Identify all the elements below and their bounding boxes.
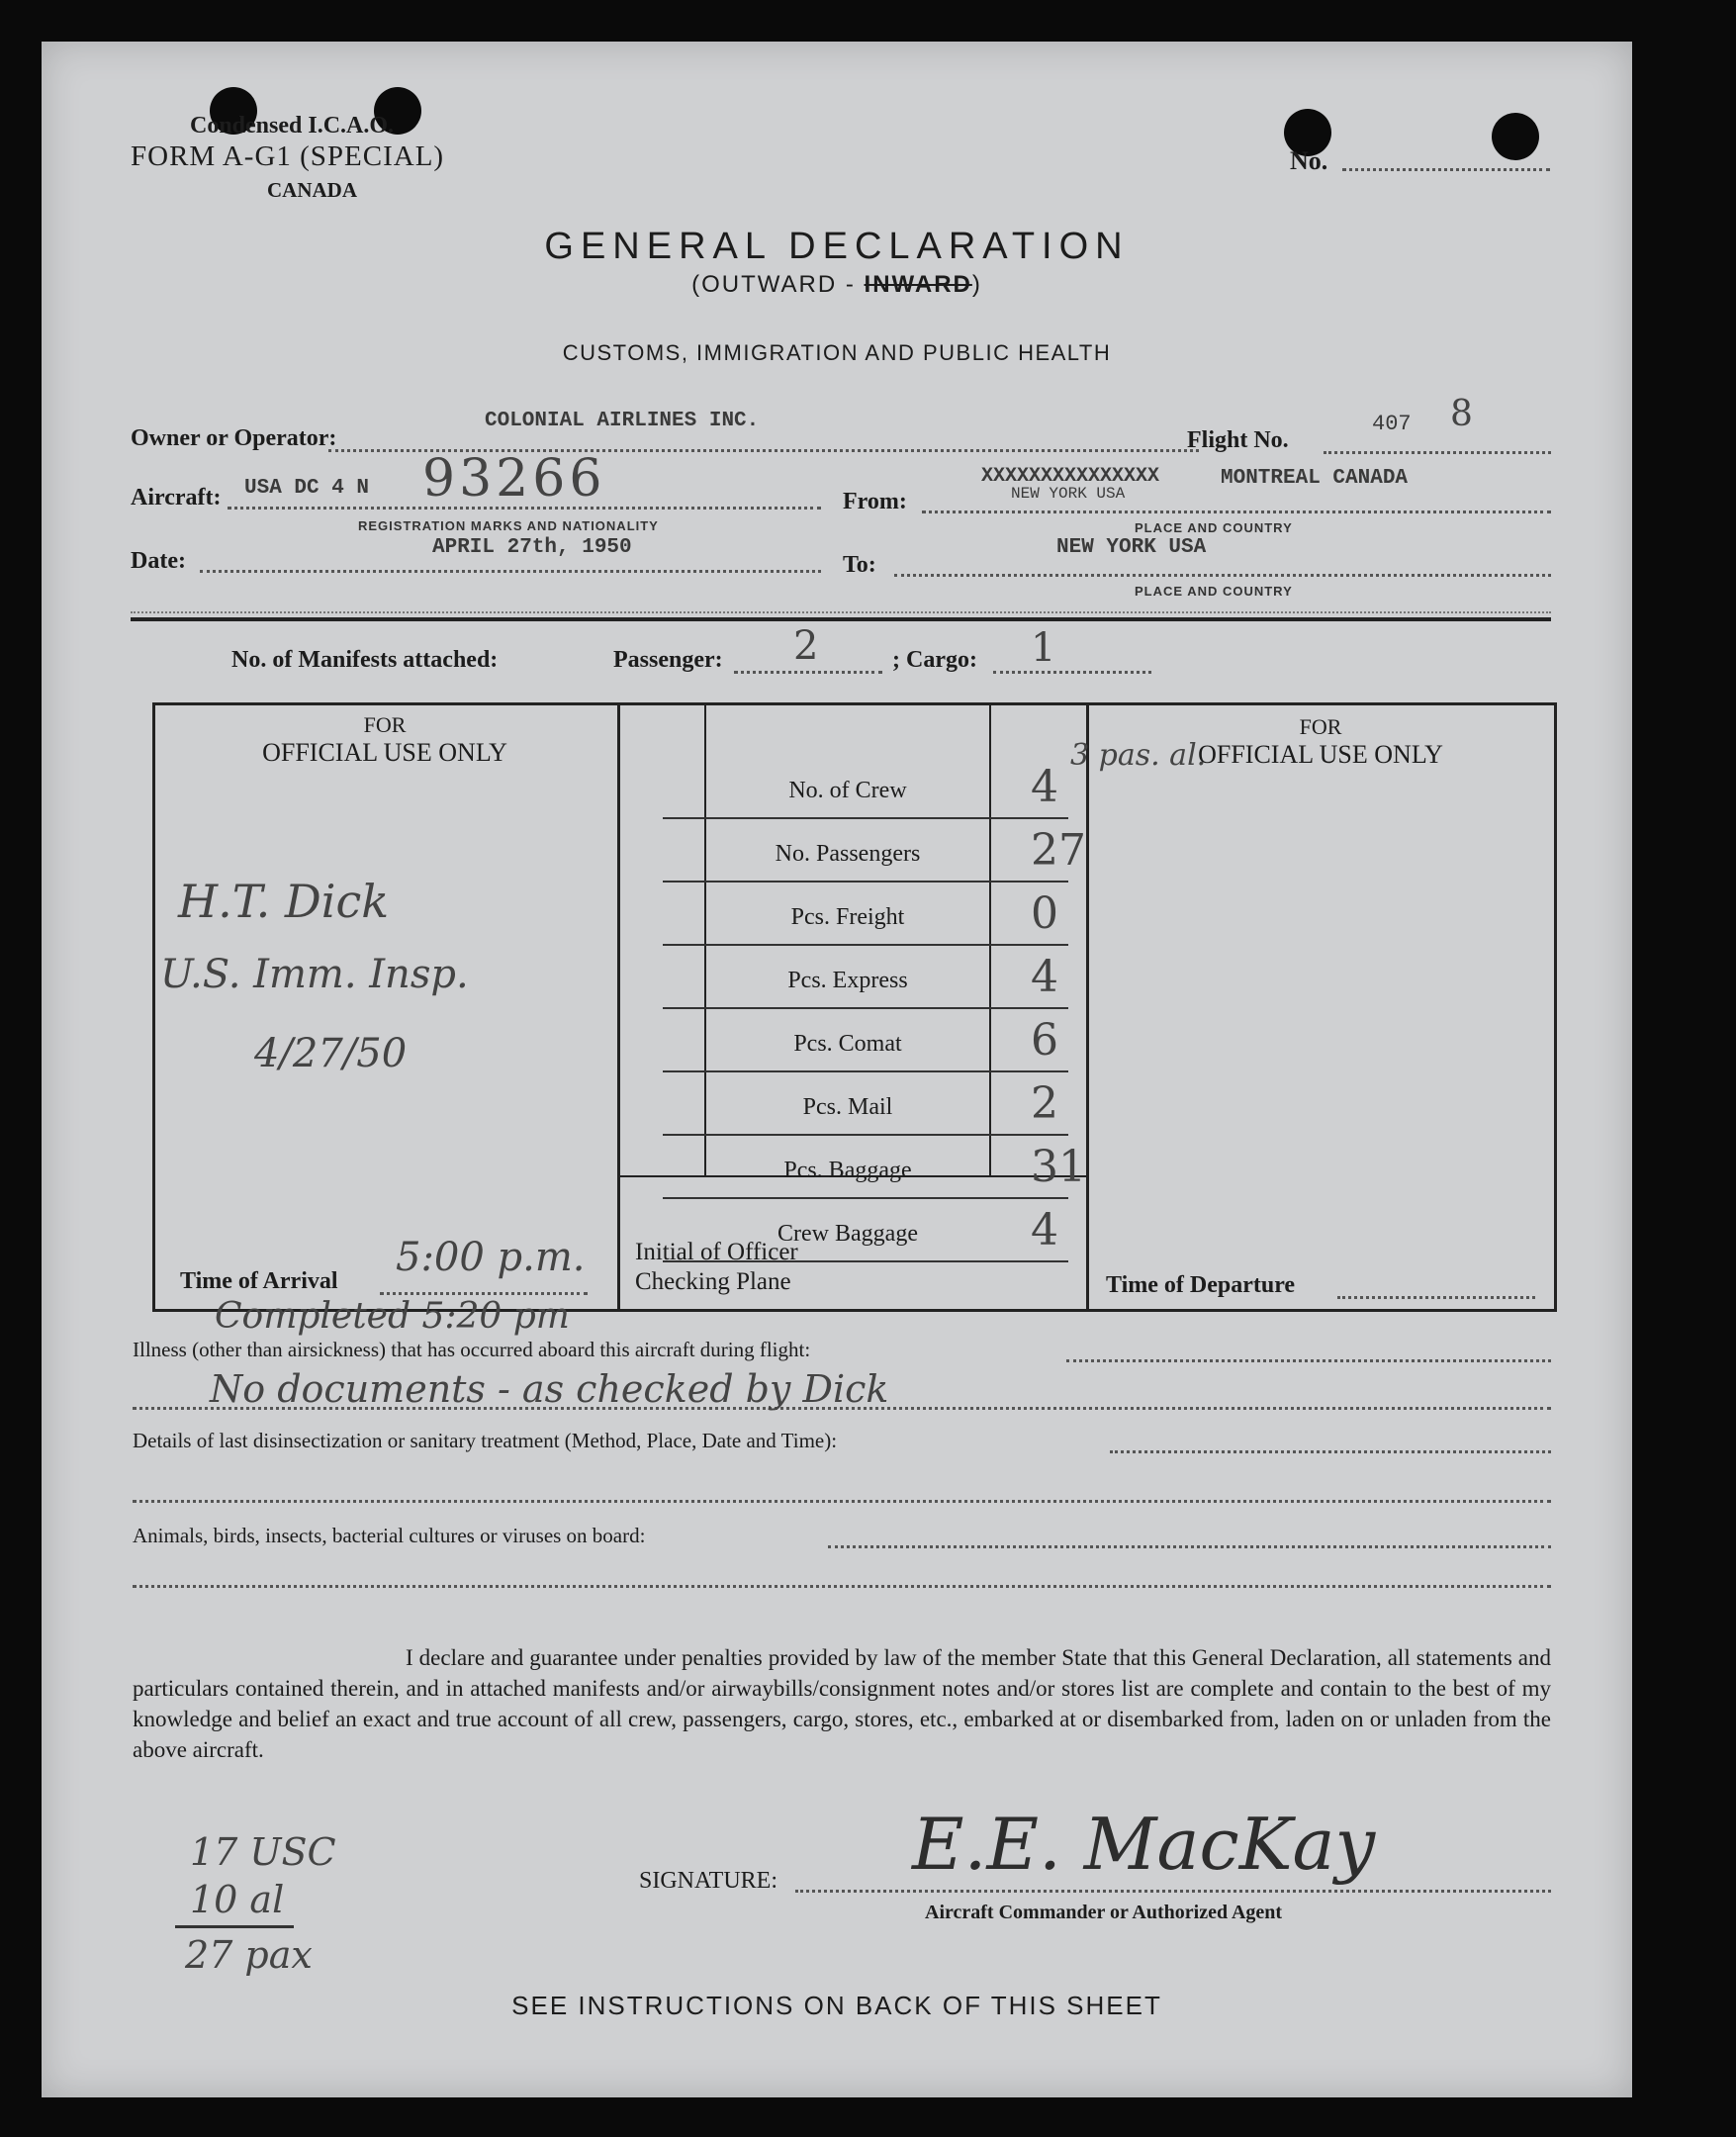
to-value: NEW YORK USA	[1056, 536, 1207, 559]
arrival-label: Time of Arrival	[180, 1268, 338, 1294]
illness-label: Illness (other than airsickness) that has occurred aboard this aircraft during flight:	[133, 1338, 811, 1361]
left-official-note-3: 4/27/50	[254, 1031, 408, 1076]
count-value: 4	[1031, 952, 1058, 1002]
manifests-cargo-label: ; Cargo:	[892, 647, 977, 673]
count-label: Pcs. Baggage	[783, 1158, 912, 1183]
aircraft-label: Aircraft:	[131, 485, 222, 511]
manifests-label: No. of Manifests attached:	[231, 647, 499, 673]
from-label: From:	[843, 489, 907, 514]
manifests-passenger-line	[734, 671, 882, 674]
departure-line	[1337, 1296, 1535, 1299]
manifests-passenger-label: Passenger:	[613, 647, 723, 673]
count-value: 4	[1031, 762, 1058, 812]
count-label: Pcs. Express	[787, 968, 908, 993]
direction-close: )	[971, 271, 982, 298]
tally-line-2: 10 al	[190, 1878, 285, 1921]
count-row-line	[663, 944, 1068, 946]
right-official-for: FOR	[1299, 714, 1342, 739]
document-sheet	[42, 42, 1632, 2097]
manifests-passenger-value: 2	[793, 623, 819, 669]
direction-outward: (OUTWARD -	[691, 271, 865, 298]
count-label: Pcs. Freight	[790, 904, 905, 930]
punch-hole	[1492, 113, 1539, 160]
count-row-line	[663, 817, 1068, 819]
count-row-line	[663, 1134, 1068, 1136]
arrival-line	[380, 1292, 588, 1295]
form-no-line	[1342, 168, 1550, 171]
signature-hand: E.E. MacKay	[912, 1803, 1376, 1886]
disinsect-label: Details of last disinsectization or sanitary treatment (Method, Place, Date and Time):	[133, 1429, 838, 1452]
count-label: Pcs. Mail	[802, 1094, 893, 1120]
flight-value: 407	[1372, 412, 1412, 436]
flight-label: Flight No.	[1187, 427, 1289, 453]
form-line-1: Condensed I.C.A.O.	[190, 113, 395, 139]
count-label: No. of Crew	[788, 778, 907, 803]
count-row-line	[663, 1007, 1068, 1009]
to-line	[894, 574, 1551, 577]
manifests-cargo-value: 1	[1031, 625, 1056, 671]
from-struck: XXXXXXXXXXXXXXX	[981, 465, 1160, 488]
left-official-for: FOR	[363, 712, 407, 737]
arrival-value: 5:00 p.m.	[396, 1235, 586, 1280]
form-line-2: FORM A-G1 (SPECIAL)	[131, 140, 445, 172]
date-line	[200, 570, 821, 573]
table-divider	[1086, 702, 1089, 1312]
count-label: Pcs. Comat	[793, 1031, 902, 1057]
count-value: 4	[1031, 1205, 1058, 1255]
to-label: To:	[843, 552, 876, 578]
count-value: 31	[1031, 1142, 1086, 1192]
right-official-title: OFFICIAL USE ONLY	[1198, 740, 1443, 769]
count-value: 6	[1031, 1015, 1058, 1066]
flight-hand: 8	[1450, 394, 1473, 434]
footer-instructions: SEE INSTRUCTIONS ON BACK OF THIS SHEET	[511, 1991, 1162, 2020]
to-place-caption: PLACE AND COUNTRY	[1135, 584, 1293, 599]
left-official-note-2: U.S. Imm. Insp.	[160, 952, 469, 997]
table-divider	[617, 702, 620, 1312]
flight-line	[1324, 451, 1551, 454]
form-line-3: CANADA	[267, 178, 357, 202]
animals-line	[828, 1545, 1551, 1548]
count-row-line	[663, 881, 1068, 883]
departure-label: Time of Departure	[1106, 1272, 1296, 1298]
count-note: 3 pas. al.	[1070, 738, 1207, 773]
count-value: 27	[1031, 825, 1086, 876]
left-official-note-1: H.T. Dick	[178, 875, 390, 928]
page-title: GENERAL DECLARATION	[544, 226, 1130, 267]
aircraft-value: USA DC 4 N	[244, 477, 370, 500]
direction-inward-struck: INWARD	[864, 271, 972, 298]
owner-label: Owner or Operator:	[131, 425, 337, 451]
animals-label: Animals, birds, insects, bacterial cultures or viruses on board:	[133, 1524, 646, 1547]
from-struck-under: NEW YORK USA	[1011, 485, 1126, 503]
date-label: Date:	[131, 548, 186, 574]
from-value: MONTREAL CANADA	[1221, 467, 1409, 490]
illness-hand-line: No documents - as checked by Dick	[210, 1367, 889, 1411]
from-place-caption: PLACE AND COUNTRY	[1135, 520, 1293, 535]
date-value: APRIL 27th, 1950	[432, 536, 632, 559]
count-label: No. Passengers	[775, 841, 921, 867]
signature-caption: Aircraft Commander or Authorized Agent	[925, 1902, 1283, 1923]
signature-label: SIGNATURE:	[639, 1868, 778, 1894]
tally-line-3: 27 pax	[185, 1933, 313, 1977]
manifests-cargo-line	[993, 671, 1151, 674]
table-divider	[989, 702, 991, 1177]
tally-line-1: 17 USC	[190, 1830, 336, 1874]
header-divider-dots	[131, 611, 1551, 613]
signature-line	[795, 1890, 1551, 1893]
registration-caption: REGISTRATION MARKS AND NATIONALITY	[358, 518, 659, 533]
count-value: 0	[1031, 888, 1058, 939]
owner-value: COLONIAL AIRLINES INC.	[485, 410, 760, 432]
declaration-text: I declare and guarantee under penalties provided by law of the member State that this General Declaration, all statements and particulars contained therein, and in attached manifests and/or airwaybills/consignment notes and/or stores list are complete and contain to the best of my knowledge and belief an exact and true account of all crew, passengers, cargo, stores, etc., embarked at or disembarked from, laden on or unladen from the above aircraft.	[133, 1645, 1551, 1762]
tally-rule	[175, 1925, 294, 1928]
form-no-label: No.	[1290, 146, 1328, 175]
illness-line	[1066, 1359, 1551, 1362]
left-official-title: OFFICIAL USE ONLY	[262, 738, 507, 767]
aircraft-registration-hand: 93266	[422, 449, 606, 509]
page-subtitle-direction	[42, 271, 1632, 299]
officer-line-2: Checking Plane	[635, 1268, 791, 1295]
disinsect-line	[1110, 1450, 1551, 1453]
count-value: 2	[1031, 1078, 1058, 1129]
from-line	[922, 511, 1551, 513]
disinsect-line-2	[133, 1500, 1551, 1503]
animals-line-2	[133, 1585, 1551, 1588]
header-divider	[131, 617, 1551, 621]
page-subtitle: CUSTOMS, IMMIGRATION AND PUBLIC HEALTH	[562, 340, 1112, 365]
count-row-line	[663, 1197, 1068, 1199]
officer-line-1: Initial of Officer	[635, 1239, 798, 1265]
count-row-line	[663, 1070, 1068, 1072]
count-label: Crew Baggage	[777, 1221, 918, 1247]
illness-hand-note: Completed 5:20 pm	[215, 1296, 570, 1337]
